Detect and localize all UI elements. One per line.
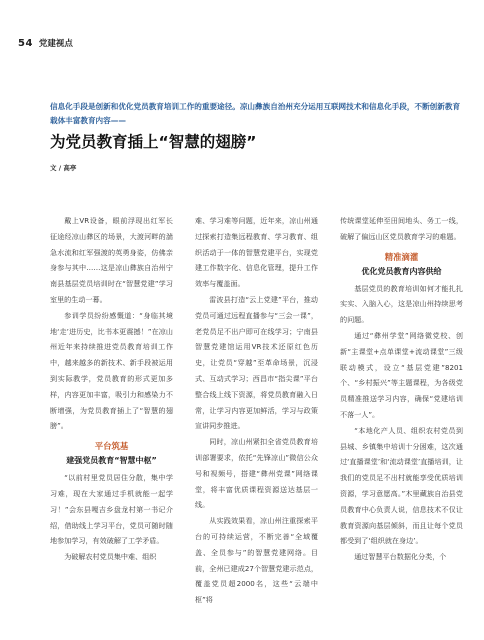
paragraph: 传统课堂延伸至田间地头、务工一线，破解了偏远山区党员教育学习的难题。 <box>340 216 463 241</box>
section-name: 党建视点 <box>38 39 73 49</box>
paragraph: “以前村里党员居住分散，集中学习难，现在大家通过手机就能一起学习！”会东县嘎吉乡盘龙村第一书记介绍，借助线上学习平台，党员可随时随地参加学习，有效破解了工学矛盾。 <box>50 473 173 546</box>
page-header <box>18 36 73 50</box>
text-column-1 <box>50 213 173 565</box>
lead-paragraph: 信息化手段是创新和优化党员教育培训工作的重要途径。凉山彝族自治州充分运用互联网技术和信息化手段，不断创新教育载体丰富教育内容—— <box>50 102 461 125</box>
paragraph: 为破解农村党员集中难、组织 <box>64 552 157 562</box>
paragraph: 基层党员的教育培训如何才能扎扎实实、入脑入心，这是凉山州持续思考的问题。 <box>340 283 463 325</box>
paragraph: 从实践效果看，凉山州注重探索平台的可持续运营，不断完善“全域覆盖、全员参与”的智慧党建网络。目前，全州已建成27个智慧党建示范点，覆盖党员超2000名，这些“云端中枢”将 <box>195 516 318 605</box>
paragraph: 通过“彝州学堂”网络微党校、创新“主课堂+点单课堂+流动课堂”三级联动模式，设立“基层党建”8201个、“乡村振兴”等主题课程，为各级党员精准推送学习内容，确保“党建培训不落一人”。 <box>340 330 463 419</box>
section-subheading: 优化党员教育内容供给 <box>361 266 442 276</box>
paragraph: 戴上VR设备，眼前浮现出红军长征途经凉山彝区的场景，大渡河畔的湍急水流和红军强渡的英勇身姿，仿佛亲身参与其中……这是凉山彝族自治州宁南县基层党员培训时在“智慧党建”学习室里的生动一幕。 <box>50 216 173 304</box>
section-subheading: 建强党员教育“智慧中枢” <box>66 456 157 466</box>
page-number: 54 <box>18 37 33 49</box>
paragraph: 通过智慧平台数据化分类，个 <box>354 552 447 562</box>
paragraph: 雷波县打造“云上党建”平台，推动党员可通过远程直播参与“三会一课”，老党员足不出户即可在线学习；宁南县智慧党建馆运用VR技术还原红色历史，让党员“穿越”至革命场景，沉浸式、互动式学习；西昌市“指尖课”平台整合线上线下资源，将党员教育融入日常，让学习内容更加鲜活，学习与政策宣讲同步推进。 <box>195 294 318 431</box>
paragraph: 难、学习难等问题，近年来，凉山州通过探索打造集远程教育、学习教育、组织活动于一体的智慧党建平台，实现党建工作数字化、信息化管理，提升工作效率与覆盖面。 <box>195 216 318 289</box>
section-kicker: 平台筑基 <box>94 441 129 452</box>
paragraph: 参训学员纷纷感慨道：“身临其境地‘走’进历史，比书本更震撼！”在凉山州近年来持续推进党员教育培训工作中，越来越多的新技术、新手段被运用到实际教学，党员教育的形式更加多样，内容更加丰富，吸引力和感染力不断增强，为党员教育插上了“智慧的翅膀”。 <box>50 310 173 431</box>
byline: 文 / 高亭 <box>50 164 77 172</box>
paragraph: “本地化产人员、组织农村党员到县城、乡镇集中培训十分困难，这次通过‘直播课堂’和‘流动课堂’直播培训，让我们的党员足不出村就能享受优质培训资源，学习意愿高。”木里藏族自治县党员教育中心负责人说，信息技术不仅让教育资源向基层倾斜，而且让每个党员都受到了‘组织就在身边’。 <box>340 425 463 546</box>
text-column-2 <box>195 213 318 608</box>
text-column-3 <box>340 213 463 565</box>
section-kicker: 精准滴灌 <box>384 251 419 262</box>
article-title: 为党员教育插上“智慧的翅膀” <box>50 133 257 151</box>
paragraph: 同时，凉山州紧扣全省党员教育培训部署要求，依托“先锋凉山”微信公众号和视频号，搭建“彝州党课”网络课堂，将丰富优质课程资源送达基层一线。 <box>195 437 318 510</box>
